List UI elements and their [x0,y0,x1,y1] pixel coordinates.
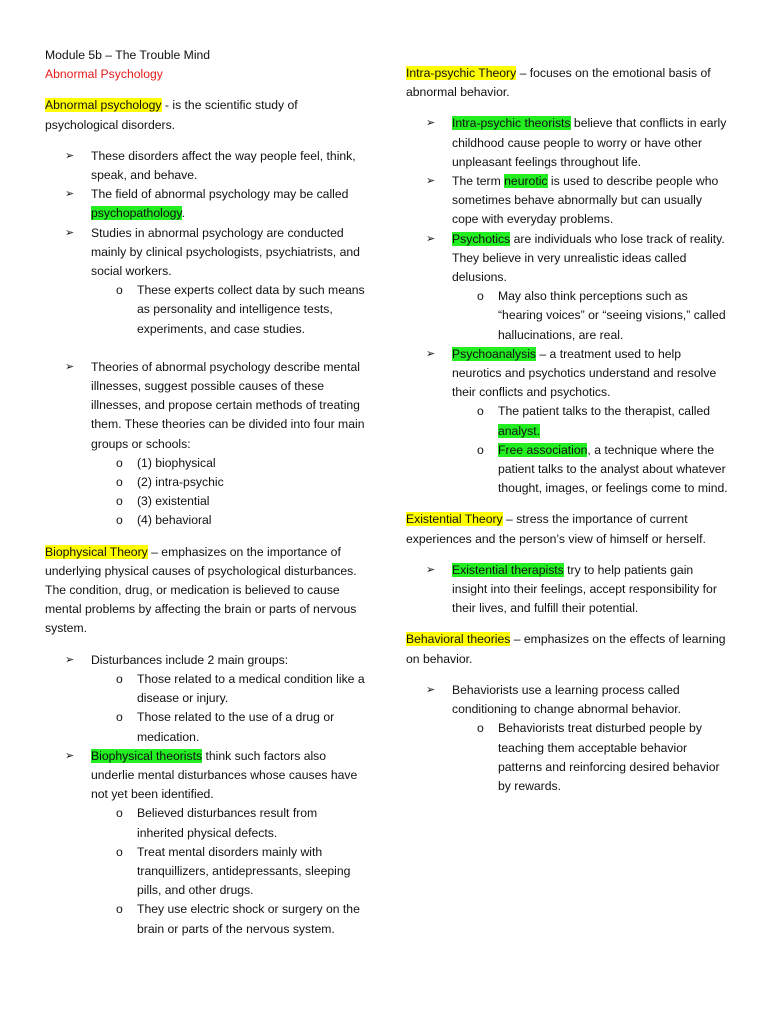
circle-bullet-icon: o [116,902,123,917]
sub-list-item: o (2) intra-psychic [45,473,367,492]
term-psychotics: Psychotics [452,231,511,246]
arrow-bullet-icon: ➢ [65,226,75,239]
circle-bullet-icon: o [116,455,123,470]
circle-bullet-icon: o [116,671,123,686]
arrow-bullet-icon: ➢ [426,563,436,576]
term-biophysical-theory: Biophysical Theory [45,544,148,559]
sub-list-item: o (4) behavioral [45,511,367,530]
arrow-bullet-icon: ➢ [65,653,75,666]
subject-heading: Abnormal Psychology [45,67,163,82]
sub-list-item: o Free association, a technique where the patient talks to the analyst about whatever thought, images, or feelings come to mind. [477,442,728,496]
term-free-association: Free association [498,442,588,457]
term-psychoanalysis: Psychoanalysis [452,346,536,361]
circle-bullet-icon: o [477,404,484,419]
behavioral-theories-paragraph: Behavioral theories – emphasizes on the effects of learning on behavior. [406,632,726,666]
list-item: ➢ Disturbances include 2 main groups: [45,651,367,670]
sub-list-item: o They use electric shock or surgery on the brain or parts of the nervous system. [116,902,360,936]
sub-list-item: o May also think perceptions such as “hearing voices” or “seeing visions,” called hallucinations, are real. [477,289,726,342]
arrow-bullet-icon: ➢ [426,232,436,245]
right-column [406,64,731,796]
circle-bullet-icon: o [116,710,123,725]
circle-bullet-icon: o [477,721,484,736]
biophysical-theory-paragraph: Biophysical Theory – emphasizes on the importance of underlying physical causes of psychological disturbances. The condition, drug, or medication is believed to cause mental problems by affecting the brain or parts of nervous system. [45,544,357,636]
intra-psychic-theory-paragraph: Intra-psychic Theory – focuses on the emotional basis of abnormal behavior. [406,66,711,100]
list-item: ➢ The term neurotic is used to describe people who sometimes behave abnormally but can usually cope with everyday problems. [426,174,719,227]
sub-list-item: o (1) biophysical [45,454,367,473]
circle-bullet-icon: o [477,289,484,304]
sub-list-item: o Those related to a medical condition like a disease or injury. [116,671,365,706]
sub-list-item: o Treat mental disorders mainly with tranquillizers, antidepressants, sleeping pills, and other drugs. [116,844,351,898]
term-neurotic: neurotic [504,174,548,189]
term-psychopathology: psychopathology [91,206,182,221]
list-item: ➢ Psychotics are individuals who lose track of reality. They believe in very unrealistic ideas called delusions. [426,231,725,285]
arrow-bullet-icon: ➢ [65,360,75,373]
list-item: ➢ Studies in abnormal psychology are conducted mainly by clinical psychologists, psychiatrists, and social workers. [65,225,360,279]
list-item: ➢ Psychoanalysis – a treatment used to help neurotics and psychotics understand and resolve their conflicts and psychotics. [426,346,717,400]
sub-list-item: o The patient talks to the therapist, called analyst. [477,404,711,438]
sub-list-item: o (3) existential [45,492,367,511]
circle-bullet-icon: o [116,806,123,821]
circle-bullet-icon: o [116,844,123,859]
term-intra-psychic-theory: Intra-psychic Theory [406,66,517,80]
term-biophysical-theorists: Biophysical theorists [91,748,203,763]
term-analyst: analyst. [498,423,541,438]
sub-list-item: o Behaviorists treat disturbed people by teaching them acceptable behavior patterns and reinforcing desired behavior by rewards. [477,721,720,793]
arrow-bullet-icon: ➢ [426,175,436,188]
term-abnormal-psychology: Abnormal psychology [45,98,162,113]
term-behavioral-theories: Behavioral theories [406,632,511,647]
arrow-bullet-icon: ➢ [426,117,436,130]
left-column [45,46,367,939]
list-item: ➢ Intra-psychic theorists believe that conflicts in early childhood cause people to worry or have other unpleasant feelings throughout life. [426,116,727,169]
circle-bullet-icon: o [116,475,123,490]
arrow-bullet-icon: ➢ [426,683,436,696]
term-existential-theory: Existential Theory [406,512,503,527]
list-item: ➢ Biophysical theorists think such factors also underlie mental disturbances whose causes have not yet been identified. [65,748,358,802]
circle-bullet-icon: o [116,283,123,298]
sub-list-item: o Those related to the use of a drug or medication. [116,710,335,744]
term-existential-therapists: Existential therapists [452,562,564,577]
arrow-bullet-icon: ➢ [65,149,75,162]
list-item: ➢ The field of abnormal psychology may be called psychopathology. [65,187,349,221]
sub-list-item: o Believed disturbances result from inherited physical defects. [116,806,318,840]
sub-list-item: o These experts collect data by such means as personality and intelligence tests, experiments, and case studies. [116,283,365,336]
circle-bullet-icon: o [116,494,123,509]
circle-bullet-icon: o [116,513,123,528]
abnormal-psychology-definition: Abnormal psychology - is the scientific study of psychological disorders. [45,98,298,132]
list-item: ➢ Theories of abnormal psychology describe mental illnesses, suggest possible causes of these illnesses, and propose certain methods of treating them. These theories can be divided into four main groups or schools: [65,359,365,451]
arrow-bullet-icon: ➢ [65,749,75,762]
term-intra-psychic-theorists: Intra-psychic theorists [452,116,571,131]
existential-theory-paragraph: Existential Theory – stress the importance of current experiences and the person’s view of himself or herself. [406,512,706,546]
list-item: ➢ These disorders affect the way people feel, think, speak, and behave. [65,148,356,183]
circle-bullet-icon: o [477,442,484,457]
arrow-bullet-icon: ➢ [65,188,75,201]
module-title: Module 5b – The Trouble Mind [45,48,211,62]
list-item: ➢ Existential therapists try to help patients gain insight into their feelings, accept responsibility for their lives, and fulfill their potential. [426,562,717,616]
arrow-bullet-icon: ➢ [426,347,436,360]
list-item: ➢ Behaviorists use a learning process called conditioning to change abnormal behavior. [426,682,682,717]
